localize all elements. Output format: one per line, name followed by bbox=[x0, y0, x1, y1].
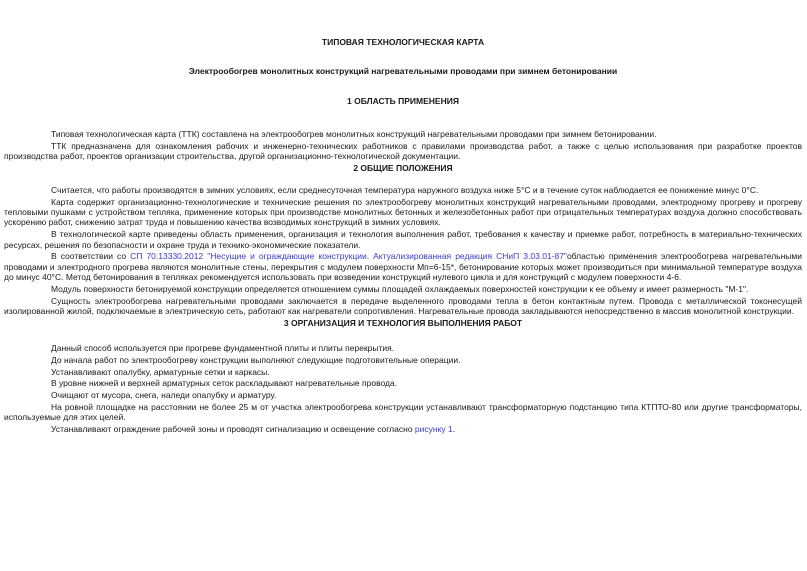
section-heading-1: 1 ОБЛАСТЬ ПРИМЕНЕНИЯ bbox=[347, 95, 459, 106]
document-title: ТИПОВАЯ ТЕХНОЛОГИЧЕСКАЯ КАРТА bbox=[321, 37, 485, 47]
document-subtitle: Электрообогрев монолитных конструкций нагревательными проводами при зимнем бетонировании bbox=[188, 66, 618, 77]
paragraph: Очищают от мусора, снега, наледи опалубку и арматуру. bbox=[51, 390, 277, 401]
paragraph: Типовая технологическая карта (ТТК) составлена на электрообогрев монолитных конструкций нагревательными проводами при зимнем бетонировании. bbox=[51, 128, 657, 139]
paragraph-text: областью применения электрообогрева нагревательными проводами и электродного прогрева являются монолитные стены, перекрытия с модулем поверхности Мп=6-15*, бетонирование которых может производиться при минимальной температуре воздуха до минус 40°С. Метод бетонирования в тепляках рекомендуется использовать при возведении конструкций нулевого цикла и для конструкций с модулем поверхности 4-6. bbox=[4, 251, 802, 282]
section-technology bbox=[4, 318, 802, 435]
paragraph: Считается, что работы производятся в зимних условиях, если среднесуточная температура наружного воздуха ниже 5°С и в течение суток наблюдается ее понижение минус 0°С. bbox=[51, 185, 759, 196]
paragraph: Сущность электрообогрева нагревательными проводами заключается в передаче выделенного проводами тепла в бетон контактным путем. Провода с металлической токонесущей изолированной жилой, подключаемые в электрическую сеть, работают как нагреватели сопротивления. Нагревательные провода закладываются непосредственно в массив монолитной конструкции. bbox=[4, 295, 802, 316]
paragraph: До начала работ по электрообогреву конструкции выполняют следующие подготовительные операции. bbox=[51, 354, 461, 365]
paragraph: Устанавливают опалубку, арматурные сетки и каркасы. bbox=[51, 366, 270, 377]
paragraph-text: . bbox=[452, 424, 456, 435]
sp-70-13330-2012-link[interactable]: СП 70.13330.2012 "Несущие и ограждающие конструкции. Актуализированная редакция СНиП 3.03.01-87" bbox=[130, 251, 567, 262]
section-general bbox=[4, 163, 802, 316]
paragraph bbox=[4, 424, 802, 434]
section-heading-3: 3 ОРГАНИЗАЦИЯ И ТЕХНОЛОГИЯ ВЫПОЛНЕНИЯ РАБОТ bbox=[283, 317, 523, 328]
paragraph: Карта содержит организационно-технологические и технические решения по электрообогреву монолитных конструкций нагревательными проводами, электродному прогреву и прогреву тепловыми пушками с устройством тепляка, применение которых при производстве монолитных бетонных и железобетонных работ при отрицательных температурах воздуха должно способствовать ускорению работ, снижению затрат труда и повышению качества возводимых конструкций в зимних условиях. bbox=[4, 196, 802, 228]
paragraph: На ровной площадке на расстоянии не более 25 м от участка электрообогрева конструкции устанавливают трансформаторную подстанцию типа КТПТО-80 или другие трансформаторы, используемые для этих целей. bbox=[4, 401, 802, 423]
paragraph-text: Устанавливают ограждение рабочей зоны и проводят сигнализацию и освещение согласно bbox=[51, 424, 415, 435]
paragraph: В технологической карте приведены область применения, организация и технология выполнения работ, требования к качеству и приемке работ, потребность в материально-технических ресурсах, решения по безопасности и охране труда и технико-экономические показатели. bbox=[4, 229, 802, 250]
section-scope bbox=[4, 96, 802, 162]
paragraph-text: В соответствии со bbox=[51, 251, 131, 262]
paragraph: Модуль поверхности бетонируемой конструкции определяется отношением суммы площадей охлаждаемых поверхностей конструкции к ее объему и имеет размерность "М-1". bbox=[51, 283, 749, 294]
paragraph: ТТК предназначена для ознакомления рабочих и инженерно-технических работников с правилами производства работ, а также с целью использования при разработке проектов производства работ, проектов организации строительства, другой организационно-технологической документации. bbox=[4, 140, 802, 161]
section-heading-2: 2 ОБЩИЕ ПОЛОЖЕНИЯ bbox=[353, 162, 453, 173]
figure-1-link[interactable]: рисунку 1 bbox=[414, 424, 453, 435]
paragraph: В уровне нижней и верхней арматурных сеток раскладывают нагревательные провода. bbox=[51, 378, 398, 389]
paragraph bbox=[4, 251, 802, 282]
paragraph: Данный способ используется при прогреве фундаментной плиты и плиты перекрытия. bbox=[51, 342, 395, 353]
